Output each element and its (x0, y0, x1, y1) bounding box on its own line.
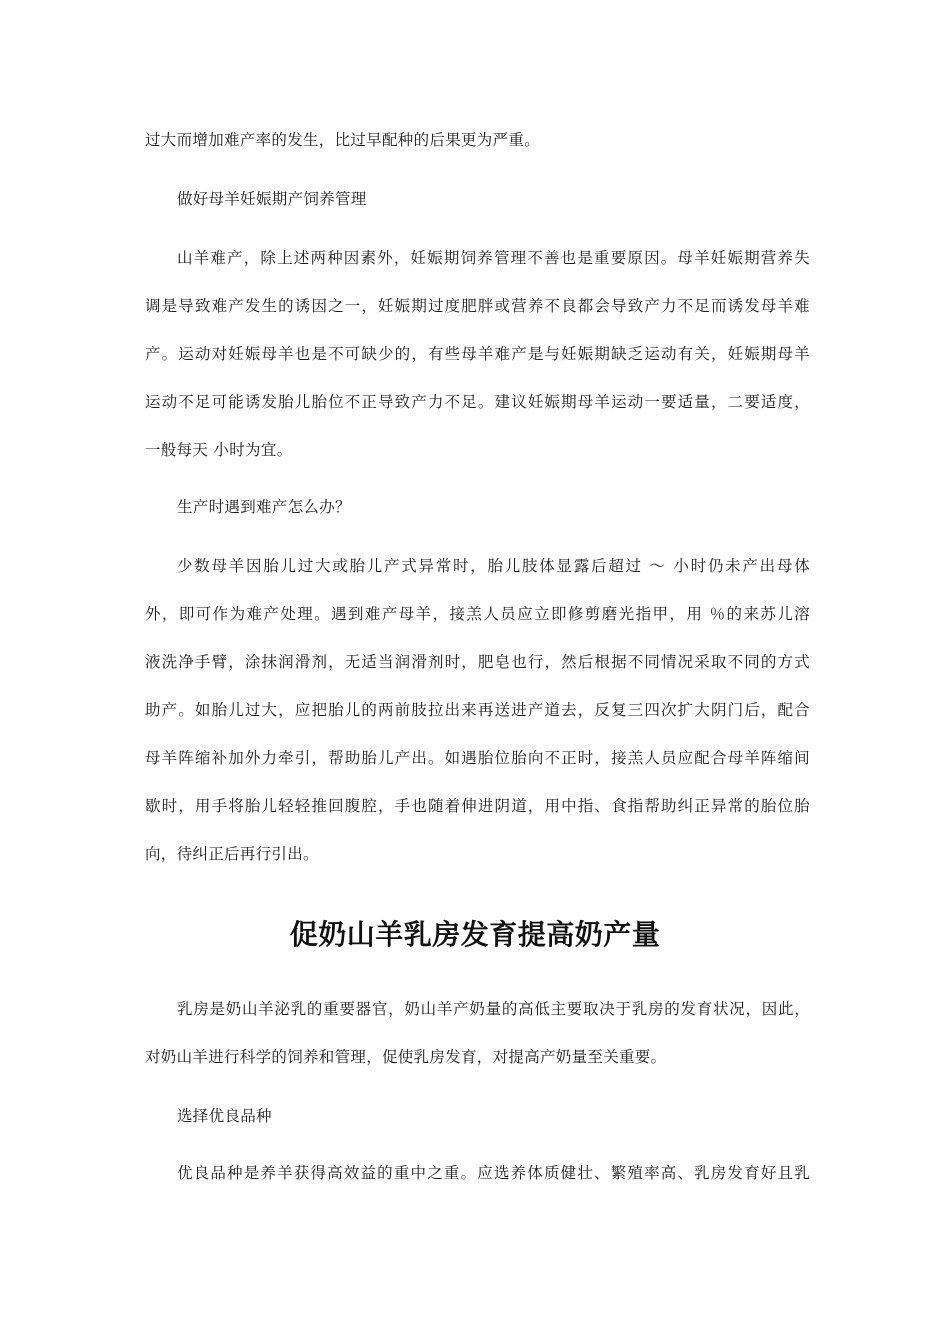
paragraph-line: 乳房是奶山羊泌乳的重要器官，奶山羊产奶量的高低主要取决于乳房的发育状况，因此， (177, 1000, 810, 1018)
paragraph-line: 歇时，用手将胎儿轻轻推回腹腔，手也随着伸进阴道，用中指、食指帮助纠正异常的胎位胎 (145, 797, 810, 815)
article-title: 促奶山羊乳房发育提高奶产量 (289, 918, 661, 951)
section-heading: 生产时遇到难产怎么办？ (177, 498, 351, 516)
paragraph-line: 少数母羊因胎儿过大或胎儿产式异常时，胎儿肢体显露后超过 ～ 小时仍未产出母体 (177, 557, 810, 575)
paragraph-line: 助产。如胎儿过大，应把胎儿的两前肢拉出来再送进产道去，反复三四次扩大阴门后，配合 (145, 701, 810, 719)
paragraph-line: 优良品种是养羊获得高效益的重中之重。应选养体质健壮、繁殖率高、乳房发育好且乳 (177, 1164, 810, 1182)
paragraph-line: 母羊阵缩补加外力牵引，帮助胎儿产出。如遇胎位胎向不正时，接羔人员应配合母羊阵缩间 (145, 749, 810, 767)
section-heading: 做好母羊妊娠期产饲养管理 (177, 190, 367, 208)
paragraph-line: 产。运动对妊娠母羊也是不可缺少的，有些母羊难产是与妊娠期缺乏运动有关，妊娠期母羊 (145, 345, 810, 363)
section-heading: 选择优良品种 (177, 1107, 272, 1125)
paragraph-line: 液洗净手臂，涂抹润滑剂，无适当润滑剂时，肥皂也行，然后根据不同情况采取不同的方式 (145, 653, 810, 671)
paragraph-line: 过大而增加难产率的发生，比过早配种的后果更为严重。 (145, 131, 541, 149)
paragraph-line: 一般每天 小时为宜。 (145, 441, 293, 459)
paragraph-line: 外，即可作为难产处理。遇到难产母羊，接羔人员应立即修剪磨光指甲，用 ％的来苏儿溶 (145, 605, 810, 623)
paragraph-line: 对奶山羊进行科学的饲养和管理，促使乳房发育，对提高产奶量至关重要。 (145, 1048, 667, 1066)
paragraph-line: 调是导致难产发生的诱因之一，妊娠期过度肥胖或营养不良都会导致产力不足而诱发母羊难 (145, 297, 810, 315)
paragraph-line: 向，待纠正后再行引出。 (145, 845, 319, 863)
paragraph-line: 山羊难产，除上述两种因素外，妊娠期饲养管理不善也是重要原因。母羊妊娠期营养失 (177, 249, 810, 267)
paragraph-line: 运动不足可能诱发胎儿胎位不正导致产力不足。建议妊娠期母羊运动一要适量，二要适度， (145, 393, 810, 411)
